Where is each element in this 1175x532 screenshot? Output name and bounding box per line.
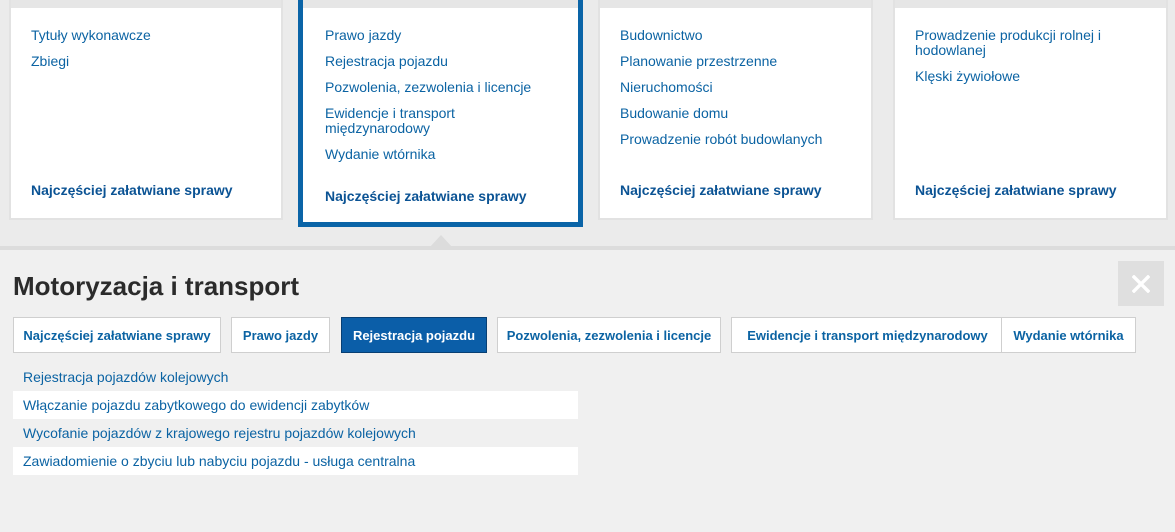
card-footer-link[interactable]: Najczęściej załatwiane sprawy — [31, 182, 233, 198]
card-link[interactable]: Ewidencje i transport międzynarodowy — [325, 105, 455, 136]
card-link[interactable]: Prawo jazdy — [325, 27, 402, 43]
tab-ewidencje[interactable]: Ewidencje i transport międzynarodowy — [731, 317, 1004, 353]
card-link[interactable]: Klęski żywiołowe — [915, 68, 1021, 84]
category-card[interactable] — [598, 0, 873, 220]
close-button[interactable] — [1118, 261, 1164, 306]
card-link[interactable]: Tytuły wykonawcze — [31, 27, 151, 43]
category-card-active[interactable] — [298, 0, 583, 227]
card-links — [31, 28, 265, 80]
card-link[interactable]: Prowadzenie produkcji rolnej i hodowlanej — [915, 27, 1101, 58]
card-link[interactable]: Nieruchomości — [620, 79, 713, 95]
card-footer-link[interactable]: Najczęściej załatwiane sprawy — [620, 182, 822, 198]
card-footer-link[interactable]: Najczęściej załatwiane sprawy — [325, 188, 527, 204]
list-item[interactable]: Włączanie pojazdu zabytkowego do ewidencji zabytków — [13, 391, 578, 419]
card-links — [325, 28, 562, 173]
tab-prawo-jazdy[interactable]: Prawo jazdy — [231, 317, 330, 353]
category-panel — [0, 250, 1175, 532]
card-links — [620, 28, 855, 158]
category-cards — [0, 0, 1175, 246]
card-link[interactable]: Wydanie wtórnika — [325, 146, 436, 162]
tab-rejestracja-pojazdu[interactable]: Rejestracja pojazdu — [341, 317, 487, 353]
card-links — [915, 28, 1150, 95]
list-item[interactable]: Rejestracja pojazdów kolejowych — [23, 369, 229, 385]
card-footer-link[interactable]: Najczęściej załatwiane sprawy — [915, 182, 1117, 198]
category-card[interactable] — [893, 0, 1168, 220]
card-link[interactable]: Planowanie przestrzenne — [620, 53, 778, 69]
card-link[interactable]: Zbiegi — [31, 53, 70, 69]
card-link[interactable]: Budownictwo — [620, 27, 703, 43]
list-item[interactable]: Wycofanie pojazdów z krajowego rejestru pojazdów kolejowych — [23, 425, 416, 441]
tab-najczesciej-zalatwiane[interactable]: Najczęściej załatwiane sprawy — [13, 317, 221, 353]
card-link[interactable]: Prowadzenie robót budowlanych — [620, 131, 823, 147]
tab-pozwolenia[interactable]: Pozwolenia, zezwolenia i licencje — [497, 317, 721, 353]
service-list — [13, 363, 578, 475]
panel-title: Motoryzacja i transport — [13, 271, 300, 301]
tab-wydanie-wtornika[interactable]: Wydanie wtórnika — [1001, 317, 1136, 353]
category-card[interactable] — [9, 0, 283, 220]
card-link[interactable]: Pozwolenia, zezwolenia i licencje — [325, 79, 532, 95]
close-icon — [1132, 275, 1150, 293]
card-link[interactable]: Rejestracja pojazdu — [325, 53, 448, 69]
card-link[interactable]: Budowanie domu — [620, 105, 729, 121]
list-item[interactable]: Zawiadomienie o zbyciu lub nabyciu pojazdu - usługa centralna — [13, 447, 578, 475]
